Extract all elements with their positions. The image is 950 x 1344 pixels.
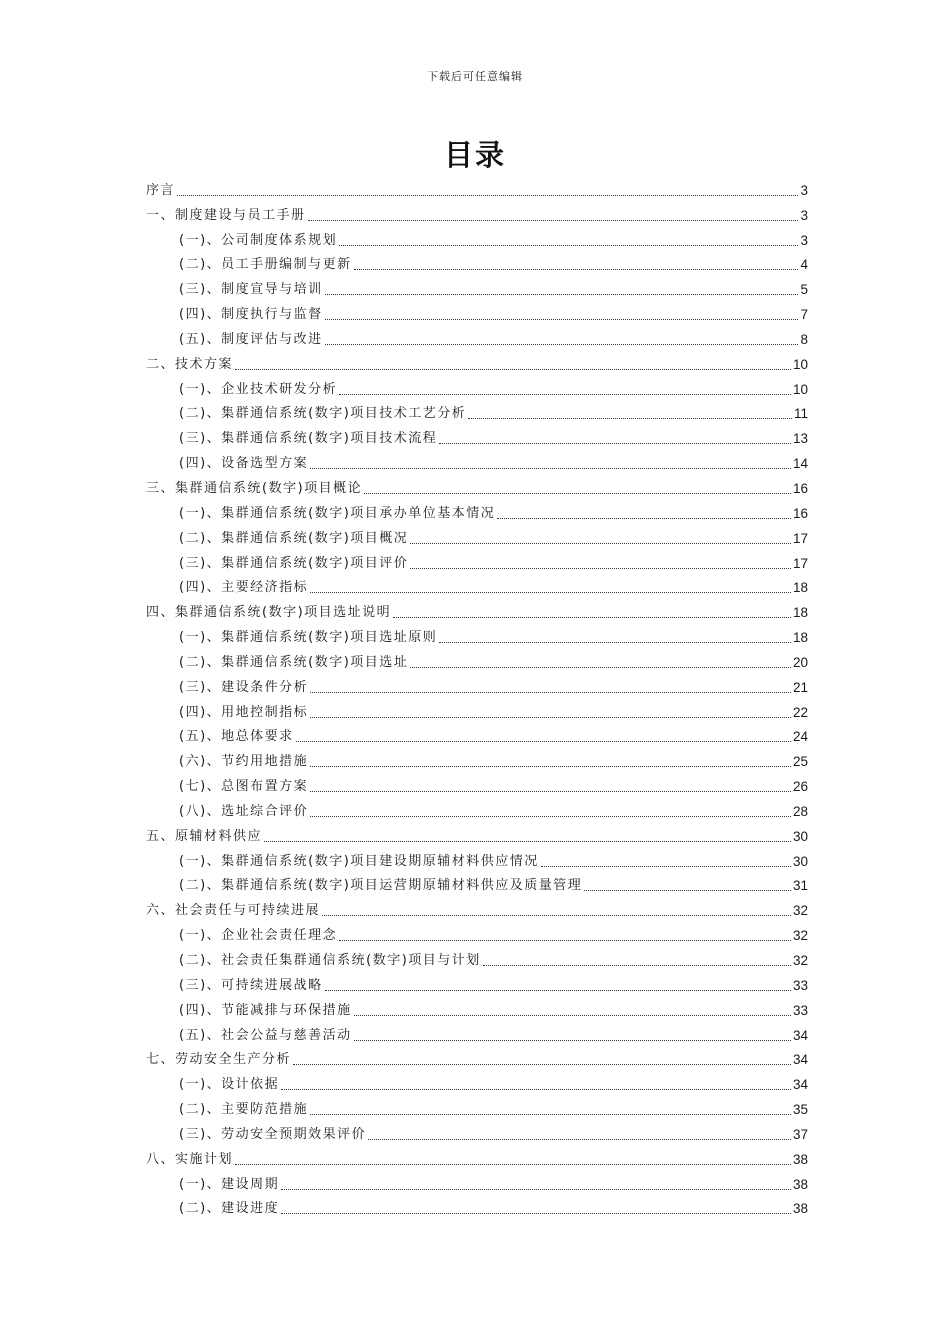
toc-dot-leader — [354, 1014, 791, 1016]
toc-dot-leader — [310, 716, 791, 718]
toc-entry-page-number: 10 — [792, 356, 808, 372]
toc-entry-label: 七、劳动安全生产分析 — [146, 1052, 292, 1068]
toc-dot-leader — [439, 641, 791, 643]
toc-entry[interactable] — [146, 895, 808, 920]
toc-dot-leader — [325, 293, 799, 295]
toc-entry-label: (一)、设计依据 — [179, 1077, 280, 1093]
toc-entry[interactable] — [146, 622, 808, 647]
toc-entry-page-number: 8 — [800, 331, 808, 347]
toc-dot-leader — [497, 517, 791, 519]
toc-entry-label: 序言 — [146, 182, 176, 198]
toc-entry-label: 一、制度建设与员工手册 — [146, 207, 306, 223]
toc-entry[interactable] — [146, 175, 808, 200]
toc-entry[interactable] — [146, 1069, 808, 1094]
toc-entry[interactable] — [146, 374, 808, 399]
toc-entry-page-number: 30 — [792, 828, 808, 844]
toc-entry-label: (四)、制度执行与监督 — [179, 307, 323, 323]
toc-entry-label: 四、集群通信系统(数字)项目选址说明 — [146, 605, 392, 621]
toc-entry-page-number: 32 — [792, 903, 808, 919]
toc-dot-leader — [339, 393, 791, 395]
toc-entry[interactable] — [146, 1020, 808, 1045]
toc-entry-page-number: 33 — [792, 1002, 808, 1018]
toc-entry[interactable] — [146, 1045, 808, 1070]
toc-entry-page-number: 37 — [792, 1126, 808, 1142]
toc-entry-page-number: 16 — [792, 480, 808, 496]
toc-entry[interactable] — [146, 1119, 808, 1144]
toc-entry[interactable] — [146, 399, 808, 424]
toc-entry-label: (八)、选址综合评价 — [179, 803, 309, 819]
toc-dot-leader — [393, 616, 791, 618]
toc-entry-page-number: 18 — [792, 605, 808, 621]
toc-entry-page-number: 17 — [792, 555, 808, 571]
toc-entry-page-number: 25 — [792, 754, 808, 770]
page-header: 下载后可任意编辑 — [427, 70, 523, 83]
toc-entry-page-number: 3 — [800, 207, 808, 223]
toc-entry-label: (四)、用地控制指标 — [179, 704, 309, 720]
toc-entry[interactable] — [146, 473, 808, 498]
toc-entry-page-number: 32 — [792, 953, 808, 968]
toc-entry[interactable] — [146, 573, 808, 598]
toc-entry-label: (二)、集群通信系统(数字)项目运营期原辅材料供应及质量管理 — [179, 878, 583, 894]
toc-entry-page-number: 16 — [792, 505, 808, 521]
toc-entry-label: 八、实施计划 — [146, 1151, 234, 1167]
toc-entry-label: (四)、设备选型方案 — [179, 456, 309, 472]
toc-dot-leader — [410, 666, 791, 668]
toc-dot-leader — [410, 542, 791, 544]
toc-entry-label: (三)、集群通信系统(数字)项目技术流程 — [179, 431, 438, 447]
toc-entry-page-number: 4 — [800, 257, 808, 273]
toc-entry[interactable] — [146, 697, 808, 722]
toc-entry[interactable] — [146, 597, 808, 622]
toc-entry[interactable] — [146, 647, 808, 672]
toc-entry-label: (六)、节约用地措施 — [179, 754, 309, 770]
toc-entry-label: (七)、总图布置方案 — [179, 779, 309, 795]
toc-dot-leader — [325, 989, 791, 991]
toc-entry[interactable] — [146, 1094, 808, 1119]
toc-entry-label: (一)、公司制度体系规划 — [179, 232, 338, 248]
toc-dot-leader — [310, 815, 791, 817]
toc-entry[interactable] — [146, 1169, 808, 1194]
toc-entry-label: (一)、集群通信系统(数字)项目建设期原辅材料供应情况 — [179, 853, 539, 869]
toc-entry[interactable] — [146, 498, 808, 523]
toc-dot-leader — [322, 914, 791, 916]
toc-entry-page-number: 38 — [792, 1201, 808, 1217]
toc-dot-leader — [410, 567, 791, 569]
page-title: 目录 — [443, 138, 506, 172]
toc-entry-page-number: 38 — [792, 1151, 808, 1167]
toc-dot-leader — [281, 1188, 791, 1190]
toc-entry[interactable] — [146, 1194, 808, 1219]
toc-entry[interactable] — [146, 672, 808, 697]
toc-entry-page-number: 17 — [792, 530, 808, 546]
toc-entry-label: (一)、企业社会责任理念 — [179, 928, 338, 944]
toc-entry-label: (一)、建设周期 — [179, 1176, 280, 1192]
toc-entry[interactable] — [146, 349, 808, 374]
toc-dot-leader — [281, 1212, 791, 1214]
toc-entry[interactable] — [146, 995, 808, 1020]
toc-dot-leader — [483, 964, 791, 966]
table-of-contents — [146, 175, 808, 1218]
toc-entry-page-number: 11 — [793, 406, 808, 422]
toc-entry-label: (三)、制度宣导与培训 — [179, 282, 323, 298]
toc-dot-leader — [364, 492, 791, 494]
toc-entry[interactable] — [146, 746, 808, 771]
toc-entry[interactable] — [146, 200, 808, 225]
toc-entry-page-number: 32 — [792, 928, 808, 944]
toc-entry-page-number: 14 — [792, 456, 808, 472]
toc-entry-page-number: 10 — [792, 381, 808, 397]
toc-entry-page-number: 7 — [800, 307, 808, 323]
toc-dot-leader — [308, 219, 799, 221]
toc-entry[interactable] — [146, 423, 808, 448]
toc-entry-label: (四)、节能减排与环保措施 — [179, 1002, 352, 1018]
toc-entry-page-number: 31 — [792, 878, 808, 894]
toc-entry-label: (一)、集群通信系统(数字)项目承办单位基本情况 — [179, 505, 496, 521]
toc-dot-leader — [235, 368, 791, 370]
toc-entry-page-number: 34 — [792, 1077, 808, 1093]
toc-entry-label: 三、集群通信系统(数字)项目概论 — [146, 480, 363, 496]
toc-entry-label: (三)、建设条件分析 — [179, 679, 309, 695]
toc-entry[interactable] — [146, 250, 808, 275]
toc-dot-leader — [325, 318, 799, 320]
toc-entry-page-number: 34 — [792, 1027, 808, 1043]
toc-entry-page-number: 38 — [792, 1176, 808, 1192]
toc-dot-leader — [293, 1063, 791, 1065]
toc-dot-leader — [235, 1163, 791, 1165]
toc-entry-label: (一)、企业技术研发分析 — [179, 381, 338, 397]
toc-entry[interactable] — [146, 523, 808, 548]
toc-entry-label: (二)、集群通信系统(数字)项目选址 — [179, 654, 409, 670]
toc-entry-label: (二)、建设进度 — [179, 1201, 280, 1217]
toc-entry-page-number: 33 — [792, 977, 808, 993]
toc-entry-label: (三)、集群通信系统(数字)项目评价 — [179, 555, 409, 571]
toc-entry-label: 六、社会责任与可持续进展 — [146, 903, 321, 919]
toc-entry-label: (二)、社会责任集群通信系统(数字)项目与计划 — [179, 953, 481, 968]
toc-dot-leader — [468, 417, 792, 419]
toc-entry-label: (二)、集群通信系统(数字)项目概况 — [179, 530, 409, 546]
toc-dot-leader — [541, 865, 791, 867]
toc-entry[interactable] — [146, 871, 808, 896]
toc-entry-page-number: 22 — [792, 704, 808, 720]
toc-dot-leader — [325, 343, 799, 345]
toc-dot-leader — [310, 591, 791, 593]
toc-entry-page-number: 3 — [800, 182, 808, 198]
toc-dot-leader — [584, 889, 791, 891]
toc-entry-label: (二)、主要防范措施 — [179, 1102, 309, 1118]
toc-entry-label: 二、技术方案 — [146, 356, 234, 372]
toc-dot-leader — [264, 840, 791, 842]
toc-dot-leader — [281, 1088, 791, 1090]
toc-entry-label: (二)、员工手册编制与更新 — [179, 257, 352, 273]
toc-entry-label: (二)、集群通信系统(数字)项目技术工艺分析 — [179, 406, 467, 422]
toc-entry-label: (五)、社会公益与慈善活动 — [179, 1027, 352, 1043]
toc-dot-leader — [354, 1039, 791, 1041]
toc-entry-page-number: 18 — [792, 580, 808, 596]
toc-entry[interactable] — [146, 846, 808, 871]
toc-dot-leader — [310, 1113, 791, 1115]
toc-entry[interactable] — [146, 274, 808, 299]
toc-entry-page-number: 13 — [792, 431, 808, 447]
toc-entry-page-number: 30 — [792, 853, 808, 869]
toc-dot-leader — [439, 442, 791, 444]
toc-entry[interactable] — [146, 945, 808, 970]
toc-entry-page-number: 21 — [792, 679, 808, 695]
toc-entry-label: (三)、劳动安全预期效果评价 — [179, 1126, 367, 1142]
toc-entry[interactable] — [146, 324, 808, 349]
toc-dot-leader — [310, 467, 791, 469]
toc-entry[interactable] — [146, 225, 808, 250]
toc-dot-leader — [310, 691, 791, 693]
toc-entry-page-number: 3 — [800, 232, 808, 248]
toc-entry-page-number: 20 — [792, 654, 808, 670]
toc-dot-leader — [296, 740, 791, 742]
toc-dot-leader — [310, 765, 791, 767]
toc-entry[interactable] — [146, 920, 808, 945]
toc-entry-page-number: 5 — [800, 282, 808, 298]
toc-entry[interactable] — [146, 821, 808, 846]
toc-entry[interactable] — [146, 448, 808, 473]
toc-entry-page-number: 18 — [792, 630, 808, 646]
toc-dot-leader — [368, 1138, 791, 1140]
toc-entry-label: (五)、制度评估与改进 — [179, 331, 323, 347]
toc-entry-page-number: 28 — [792, 803, 808, 819]
toc-entry[interactable] — [146, 299, 808, 324]
toc-dot-leader — [177, 194, 798, 196]
toc-entry-page-number: 26 — [792, 779, 808, 795]
toc-dot-leader — [354, 268, 799, 270]
toc-dot-leader — [339, 244, 798, 246]
toc-entry-page-number: 24 — [792, 729, 808, 745]
toc-entry[interactable] — [146, 796, 808, 821]
toc-entry-label: (四)、主要经济指标 — [179, 580, 309, 596]
toc-entry[interactable] — [146, 548, 808, 573]
toc-entry-label: 五、原辅材料供应 — [146, 828, 263, 844]
toc-dot-leader — [310, 790, 791, 792]
toc-entry-label: (三)、可持续进展战略 — [179, 977, 323, 993]
toc-entry[interactable] — [146, 1144, 808, 1169]
toc-entry-label: (五)、地总体要求 — [179, 729, 294, 745]
toc-entry[interactable] — [146, 771, 808, 796]
toc-entry[interactable] — [146, 970, 808, 995]
toc-dot-leader — [339, 939, 791, 941]
toc-entry[interactable] — [146, 722, 808, 747]
toc-entry-page-number: 35 — [792, 1102, 808, 1118]
toc-entry-page-number: 34 — [792, 1052, 808, 1068]
toc-entry-label: (一)、集群通信系统(数字)项目选址原则 — [179, 630, 438, 646]
